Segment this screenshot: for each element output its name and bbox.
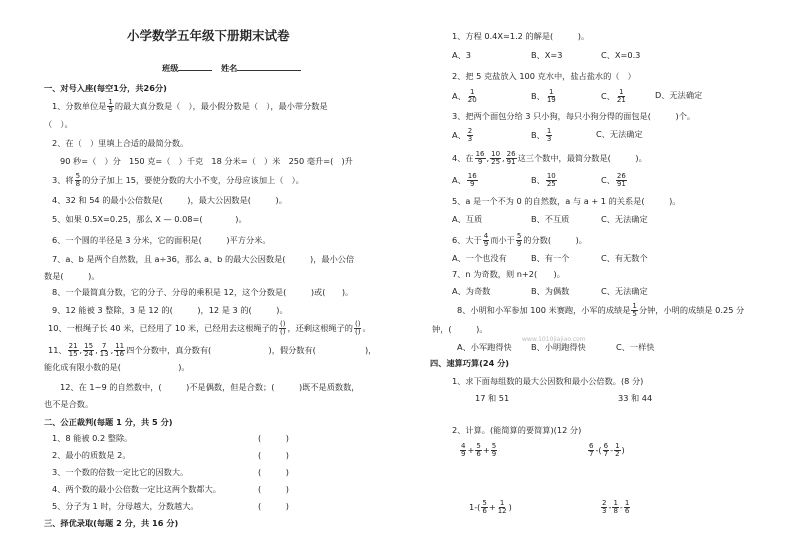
fraction: $\frac{2}{3}$ [467, 127, 473, 143]
judge-item-5: 5、分子为 1 时，分母越大，分数越大。 [52, 501, 199, 511]
question-1-8: 8、一个最简真分数，它的分子、分母的乘积是 12，这个分数是( )或( )。 [52, 287, 354, 297]
fraction: $\frac{5}{6}$ [476, 442, 481, 458]
choice-2-opt-c[interactable]: C、 $\frac{1}{21}$ [601, 88, 626, 104]
choice-1: 1、方程 0.4X=1.2 的解是( )。 [452, 31, 590, 41]
fraction: $\frac{2}{3}$ [602, 499, 607, 515]
fraction: $\frac{11}{16}$ [115, 342, 125, 358]
choice-6: 6、大于 $\frac{4}{9}$ 而小于 $\frac{5}{9}$ 的分数( )。 [452, 232, 587, 248]
fraction: $\frac{1}{12}$ [497, 499, 507, 515]
choice-4: 4、在 $\frac{16}{9}$ , $\frac{10}{25}$ , $\frac{26}{91}$ 这三个数中，最简分数是( )。 [452, 150, 647, 166]
name-label: 姓名 [220, 63, 238, 73]
judge-mark-2[interactable]: ( ) [258, 450, 289, 460]
fraction: $\frac{1}{21}$ [616, 88, 626, 104]
choice-8-cont: 钟，( )。 [432, 324, 488, 334]
fraction: $\frac{5}{8}$ [75, 172, 81, 188]
fraction: $\frac{1}{6}$ [624, 499, 630, 515]
choice-6-opt-b[interactable]: B、有一个 [531, 253, 570, 263]
section-3-heading: 三、择优录取(每题 2 分，共 16 分) [44, 518, 179, 528]
class-name-row [162, 62, 301, 74]
fraction: $\frac{1}{8}$ [613, 499, 618, 515]
question-1-10: 10、一根绳子长 40 米，已经用了 10 米，已经用去这根绳子的 $\frac{()}{()}$ ，还剩这根绳子的 $\frac{()}{()}$ 。 [48, 320, 371, 336]
fraction: $\frac{1}{19}$ [546, 88, 556, 104]
fraction: $\frac{10}{25}$ [546, 172, 556, 188]
choice-1-opt-a[interactable]: A、3 [452, 50, 471, 60]
class-label: 班级 [162, 63, 179, 73]
choice-5-opt-b[interactable]: B、不互质 [531, 214, 570, 224]
fraction: $\frac{16}{9}$ [467, 172, 477, 188]
choice-2-opt-b[interactable]: B、 $\frac{1}{19}$ [531, 88, 556, 104]
exam-title: 小学数学五年级下册期末试卷 [127, 28, 290, 43]
fraction: $\frac{5}{6}$ [482, 499, 487, 515]
choice-2-opt-d[interactable]: D、无法确定 [655, 90, 703, 100]
calc-1: 1、求下面每组数的最大公因数和最小公倍数。(8 分) [452, 376, 644, 386]
section-4-heading: 四、速算巧算(24 分) [430, 358, 510, 368]
judge-item-1: 1、8 能被 0.2 整除。 [52, 433, 133, 443]
fraction: $\frac{1}{3}$ [546, 127, 552, 143]
choice-4-opt-b[interactable]: B、 $\frac{10}{25}$ [531, 172, 556, 188]
choice-5-opt-a[interactable]: A、互质 [452, 214, 483, 224]
question-1-7-cont: 数是( )。 [44, 271, 100, 281]
judge-item-3: 3、一个数的倍数一定比它的因数大。 [52, 467, 189, 477]
fraction: $\frac{7}{13}$ [99, 342, 109, 358]
choice-1-opt-c[interactable]: C、X=0.3 [601, 50, 641, 60]
right-column [397, 0, 794, 544]
choice-8: 8、小明和小军参加 100 米赛跑，小军的成绩是 $\frac{1}{5}$ 分钟，小明的成绩是 0.25 分 [457, 302, 745, 318]
question-1-4: 4、32 和 54 的最小公倍数是( )，最大公因数是( )。 [52, 195, 287, 205]
expr-3: 1-( $\frac{5}{6}$ + $\frac{1}{12}$ ) [469, 499, 512, 515]
fraction: $\frac{4}{9}$ [461, 442, 466, 458]
question-1-1: 1、分数单位是 $\frac{1}{9}$ 的最大真分数是（ ），最小假分数是（ ），最小带分数是 [52, 98, 328, 114]
question-1-2: 2、在（ ）里填上合适的最简分数。 [52, 138, 189, 148]
question-1-11: 11、 $\frac{21}{15}$ , $\frac{15}{24}$ , $\frac{7}{13}$ , $\frac{11}{16}$ 四个分数中，真分数有( )，假分数有( )， [48, 342, 377, 358]
calc-1-a: 17 和 51 [475, 393, 510, 403]
expr-1: $\frac{4}{9}$ + $\frac{5}{6}$ + $\frac{5}{9}$ [461, 442, 497, 458]
fraction: $\frac{1}{2}$ [615, 442, 620, 458]
expr-4: $\frac{2}{3}$ - $\frac{1}{8}$ - $\frac{1}{6}$ [602, 499, 630, 515]
choice-3-opt-c[interactable]: C、无法确定 [596, 129, 643, 139]
question-1-6: 6、一个圆的半径是 3 分米，它的面积是( )平方分米。 [52, 235, 271, 245]
choice-8-opt-c[interactable]: C、一样快 [616, 342, 655, 352]
calc-1-b: 33 和 44 [618, 393, 653, 403]
fraction: $\frac{()}{()}$ [354, 320, 361, 336]
choice-7: 7、n 为奇数，则 n+2( )。 [452, 269, 565, 279]
question-1-12-cont: 也不是合数。 [44, 399, 94, 409]
fraction: $\frac{10}{25}$ [491, 150, 501, 166]
section-1-heading: 一、对号入座(每空1分，共26分) [44, 83, 167, 93]
section-2-heading: 二、公正裁判(每题 1 分，共 5 分) [44, 417, 173, 427]
judge-item-4: 4、两个数的最小公倍数一定比这两个数都大。 [52, 484, 221, 494]
question-1-3: 3、将 $\frac{5}{8}$ 的分子加上 15，要使分数的大小不变，分母应该加上（ ）。 [52, 172, 304, 188]
fraction: $\frac{5}{9}$ [491, 442, 497, 458]
fraction: $\frac{15}{24}$ [84, 342, 94, 358]
question-1-2-blanks: 90 秒=（ ）分 150 克=（ ）千克 18 分米=（ ）米 250 毫升=( )升 [60, 156, 353, 166]
fraction: $\frac{5}{9}$ [516, 232, 522, 248]
choice-2: 2、把 5 克盐放入 100 克水中，盐占盐水的（ ） [452, 71, 636, 81]
judge-mark-1[interactable]: ( ) [258, 433, 289, 443]
question-1-12: 12、在 1~9 的自然数中，( )不是偶数，但是合数；( )既不是质数数， [60, 382, 360, 392]
question-1-7: 7、a、b 是两个自然数，且 a÷36，那么 a、b 的最大公因数是( )，最小公倍 [52, 254, 355, 264]
expr-2: $\frac{6}{7}$ -( $\frac{6}{7}$ - $\frac{1}{2}$ ) [589, 442, 625, 458]
question-1-5: 5、如果 0.5X=0.25，那么 X — 0.08=( )。 [52, 214, 247, 224]
choice-7-opt-b[interactable]: B、为偶数 [531, 286, 570, 296]
fraction: $\frac{21}{15}$ [68, 342, 78, 358]
choice-4-opt-c[interactable]: C、 $\frac{26}{91}$ [601, 172, 626, 188]
choice-2-opt-a[interactable]: A、 $\frac{1}{20}$ [452, 88, 477, 104]
fraction: $\frac{1}{9}$ [108, 98, 113, 114]
judge-mark-4[interactable]: ( ) [258, 484, 289, 494]
choice-7-opt-c[interactable]: C、无法确定 [601, 286, 648, 296]
fraction: $\frac{26}{91}$ [506, 150, 516, 166]
choice-6-opt-a[interactable]: A、一个也没有 [452, 253, 507, 263]
choice-6-opt-c[interactable]: C、有无数个 [601, 253, 648, 263]
judge-mark-3[interactable]: ( ) [258, 467, 289, 477]
judge-item-2: 2、最小的质数是 2。 [52, 450, 131, 460]
choice-3-opt-b[interactable]: B、 $\frac{1}{3}$ [531, 127, 552, 143]
class-blank[interactable] [178, 70, 212, 71]
choice-3: 3、把两个面包分给 3 只小狗，每只小狗分得的面包是( )个。 [452, 111, 696, 121]
choice-5: 5、a 是一个不为 0 的自然数，a 与 a + 1 的关系是( )。 [452, 196, 681, 206]
fraction: $\frac{1}{20}$ [467, 88, 477, 104]
choice-8-opt-b[interactable]: B、小明跑得快 [531, 342, 586, 352]
question-1-9: 9、12 能被 3 整除，3 是 12 的( )，12 是 3 的( )。 [52, 305, 288, 315]
choice-8-opt-a[interactable]: A、小军跑得快 [457, 342, 512, 352]
name-blank[interactable] [237, 70, 301, 71]
question-1-1-cont: （ ）。 [44, 119, 73, 129]
choice-5-opt-c[interactable]: C、无法确定 [601, 214, 648, 224]
watermark-text: www.1010jiajiao.com [522, 336, 586, 343]
fraction: $\frac{16}{9}$ [475, 150, 485, 166]
choice-3-opt-a[interactable]: A、 $\frac{2}{3}$ [452, 127, 473, 143]
fraction: $\frac{1}{5}$ [632, 302, 637, 318]
question-1-11-cont: 能化成有限小数的是( )。 [44, 362, 190, 372]
choice-4-opt-a[interactable]: A、 $\frac{16}{9}$ [452, 172, 477, 188]
choice-1-opt-b[interactable]: B、X=3 [531, 50, 563, 60]
calc-2: 2、计算。(能简算的要简算)(12 分) [452, 425, 582, 435]
fraction: $\frac{6}{7}$ [603, 442, 609, 458]
judge-mark-5[interactable]: ( ) [258, 501, 289, 511]
fraction: $\frac{()}{()}$ [279, 320, 286, 336]
choice-7-opt-a[interactable]: A、为奇数 [452, 286, 491, 296]
fraction: $\frac{4}{9}$ [483, 232, 489, 248]
fraction: $\frac{6}{7}$ [589, 442, 594, 458]
fraction: $\frac{26}{91}$ [616, 172, 626, 188]
